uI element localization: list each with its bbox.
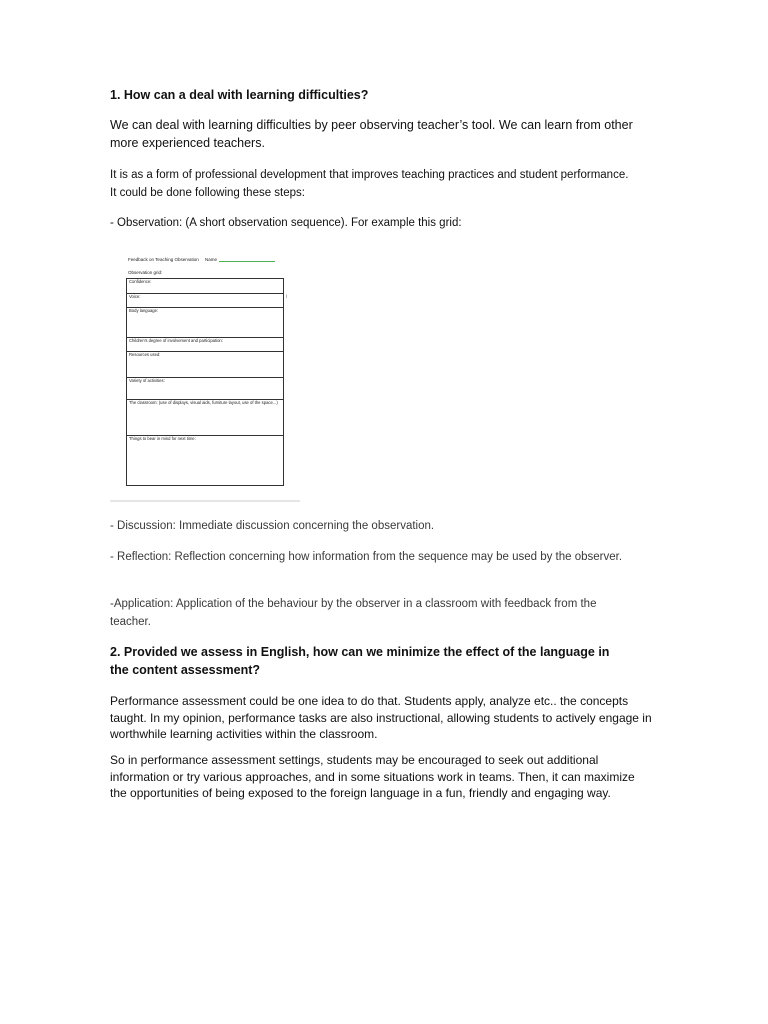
grid-row-resources: Resources used: [127, 351, 283, 378]
image-bottom-border [110, 500, 300, 502]
question-1-heading: 1. How can a deal with learning difficulties? [110, 88, 369, 102]
observation-grid-image [110, 248, 300, 504]
question-1-answer: We can deal with learning difficulties by peer observing teacher’s tool. We can learn from other more experienced teachers. [110, 118, 633, 150]
name-line [219, 261, 275, 262]
step-discussion: - Discussion: Immediate discussion concerning the observation. [110, 520, 435, 532]
grid-row-confidence: Confidence: [129, 279, 152, 284]
grid-marker: | [285, 293, 287, 298]
form-title: Feedback on Teaching Observation [128, 257, 199, 262]
question-2-heading: 2. Provided we assess in English, how can we minimize the effect of the language in the content assessment? [110, 645, 610, 677]
question-2-answer-paragraph-2: So in performance assessment settings, students may be encouraged to seek out additional information or try various approaches, and in some situations work in teams. Then, it can maximize the opportunities of being exposed to the foreign language in a fun, friendly and engaging way. [110, 753, 635, 800]
grid-row-voice: Voice: [127, 293, 283, 308]
grid-row-next-time: Things to bear in mind for next time: [127, 435, 283, 486]
step-application: -Application: Application of the behaviour by the observer in a classroom with feedback from the teacher. [110, 598, 597, 628]
step-reflection: - Reflection: Reflection concerning how information from the sequence may be used by the observer. [110, 551, 623, 563]
question-2-answer-paragraph-1: Performance assessment could be one idea to do that. Students apply, analyze etc.. the concepts taught. In my opinion, performance tasks are also instructional, allowing students to actively engage in worthwhile learning activities within the classroom. [110, 694, 652, 741]
grid-row-body-language: Body language: [127, 307, 283, 338]
form-name-label: Name [204, 257, 217, 262]
form-grid-label: Observation grid: [128, 270, 163, 275]
form-header [128, 257, 275, 262]
grid-row-classroom: The classroom: (use of displays, visual aids, furniture layout, use of the space...) [127, 399, 283, 436]
professional-development-paragraph: It is as a form of professional development that improves teaching practices and student performance. It could be done following these steps: [110, 169, 629, 199]
observation-grid [126, 278, 287, 486]
grid-row-involvement: Children's degree of involvement and participation: [127, 337, 283, 352]
step-observation: - Observation: (A short observation sequence). For example this grid: [110, 217, 462, 229]
grid-row-variety: Variety of activities: [127, 377, 283, 400]
